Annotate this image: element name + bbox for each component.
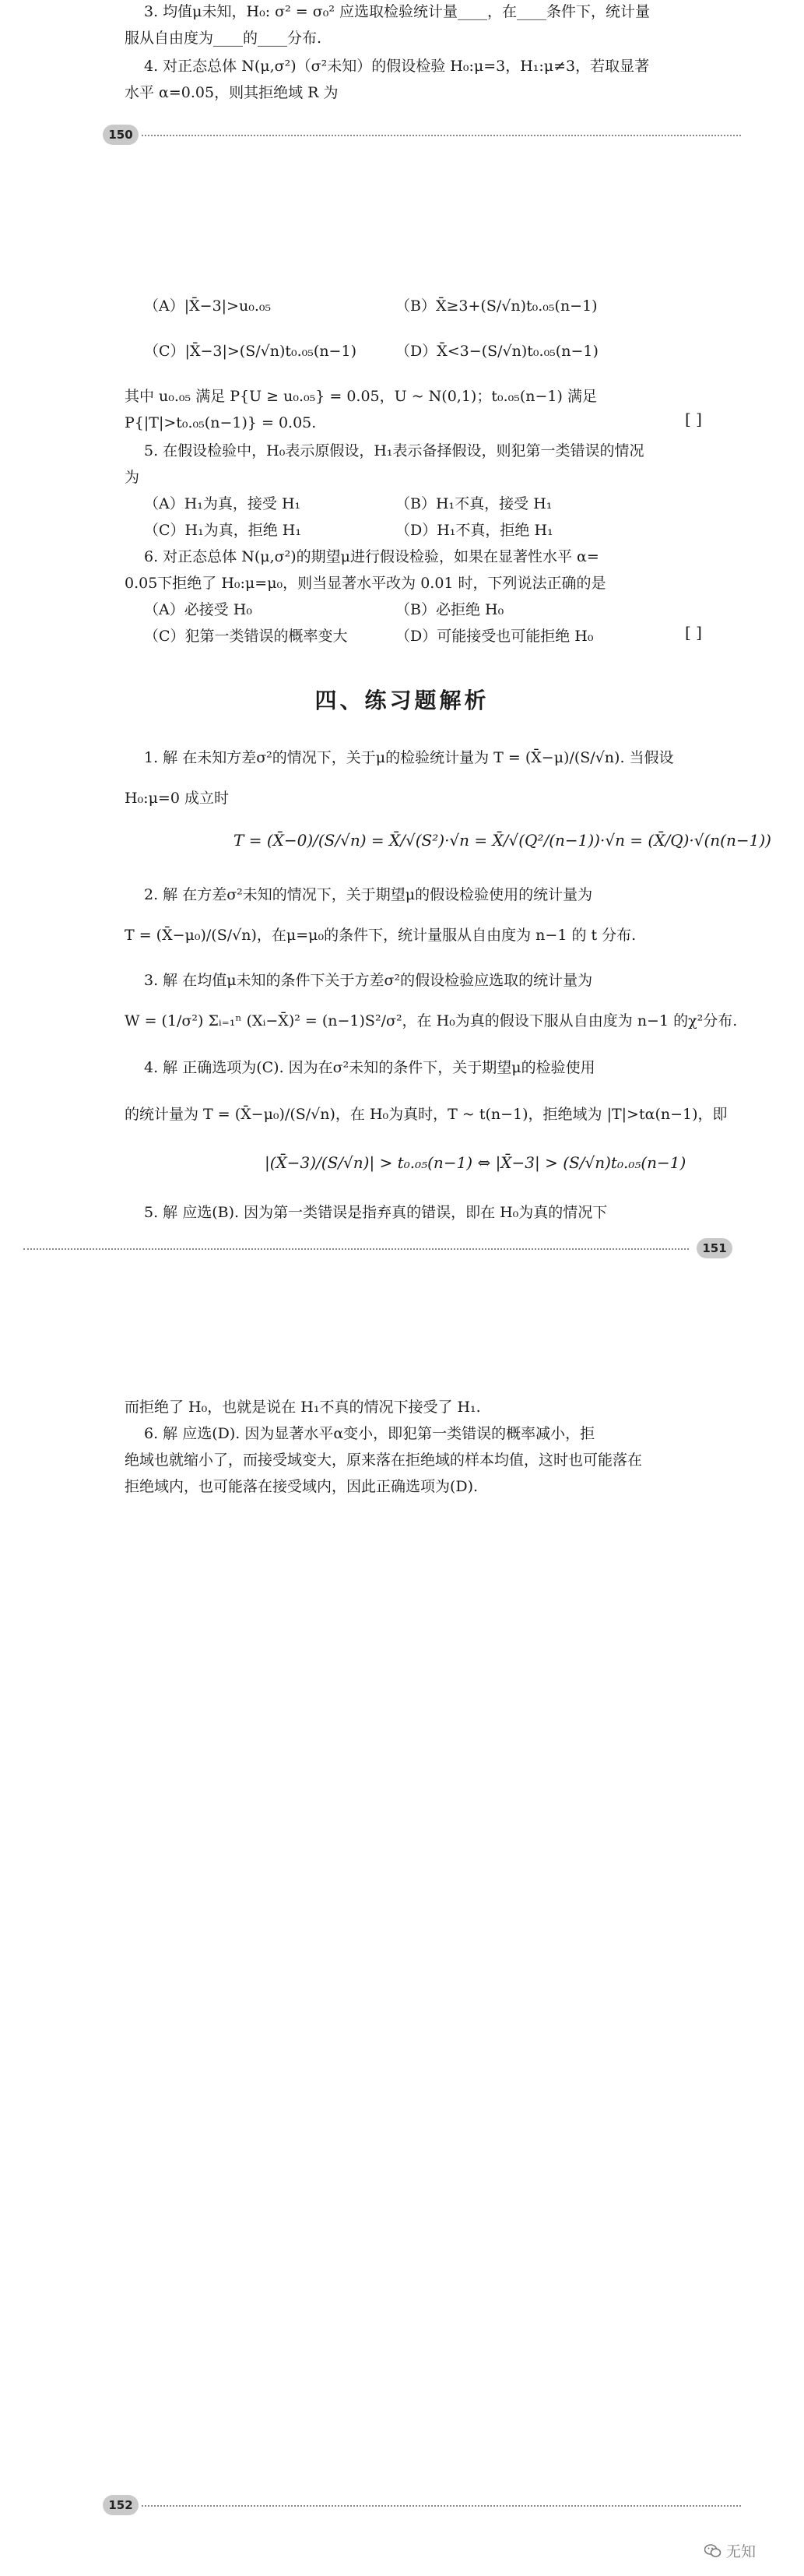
solution-4-line-2: 的统计量为 T = (X̄−μ₀)/(S/√n)，在 H₀为真时，T ~ t(n−1)，拒绝域为 |T|>tα(n−1)，即 [125,1106,728,1123]
q3-line-1: 3. 均值μ未知，H₀: σ² = σ₀² 应选取检验统计量____，在____条件下，统计量 [144,3,650,20]
q6-option-b: （B）必拒绝 H₀ [395,601,504,618]
option-c: （C）|X̄−3|>(S/√n)t₀.₀₅(n−1) [144,343,356,360]
q5-line-2: 为 [125,469,140,486]
page-divider [142,135,741,136]
answer-bracket-q6: [ ] [685,623,702,642]
page-divider [23,1248,689,1250]
watermark [704,2540,756,2561]
wechat-icon [704,2544,721,2558]
solution-1-formula: T = (X̄−0)/(S/√n) = X̄/√(S²)·√n = X̄/√(Q²/(n−1))·√n = (X̄/Q)·√(n(n−1)) [233,831,771,850]
solution-3-line-2: W = (1/σ²) Σᵢ₌₁ⁿ (Xᵢ−X̄)² = (n−1)S²/σ²，在 H₀为真的假设下服从自由度为 n−1 的χ²分布. [125,1012,738,1029]
solution-4-formula: |(X̄−3)/(S/√n)| > t₀.₀₅(n−1) ⇔ |X̄−3| > (S/√n)t₀.₀₅(n−1) [265,1153,686,1172]
solution-6-line-3: 拒绝域内，也可能落在接受域内，因此正确选项为(D). [125,1478,479,1495]
page-divider [142,2505,741,2507]
page-number: 152 [103,2495,139,2515]
watermark-text: 无知 [726,2543,757,2560]
page-number: 151 [697,1238,732,1258]
q6-line-1: 6. 对正态总体 N(μ,σ²)的期望μ进行假设检验，如果在显著性水平 α= [144,548,599,565]
q4-line-1: 4. 对正态总体 N(μ,σ²)（σ²未知）的假设检验 H₀:μ=3，H₁:μ≠3，若取显著 [144,58,650,75]
answer-bracket: [ ] [685,410,702,428]
section-title: 四、练习题解析 [314,688,490,713]
solution-5-line-2: 而拒绝了 H₀，也就是说在 H₁不真的情况下接受了 H₁. [125,1399,481,1416]
note-line-2: P{|T|>t₀.₀₅(n−1)} = 0.05. [125,414,317,431]
q4-line-2: 水平 α=0.05，则其拒绝域 R 为 [125,84,339,101]
option-b: （B）X̄≥3+(S/√n)t₀.₀₅(n−1) [395,297,598,315]
solution-5-line-1: 5. 解 应选(B). 因为第一类错误是指弃真的错误，即在 H₀为真的情况下 [144,1204,608,1221]
q5-option-b: （B）H₁不真，接受 H₁ [395,495,553,512]
q6-option-a: （A）必接受 H₀ [144,601,252,618]
solution-6-line-2: 绝域也就缩小了，而接受域变大，原来落在拒绝域的样本均值，这时也可能落在 [125,1452,643,1469]
q5-option-c: （C）H₁为真，拒绝 H₁ [144,522,301,539]
option-d: （D）X̄<3−(S/√n)t₀.₀₅(n−1) [395,343,599,360]
option-a: （A）|X̄−3|>u₀.₀₅ [144,297,272,315]
solution-1-line-2: H₀:μ=0 成立时 [125,790,229,807]
note-line-1: 其中 u₀.₀₅ 满足 P{U ≥ u₀.₀₅} = 0.05，U ~ N(0,1)；t₀.₀₅(n−1) 满足 [125,388,597,405]
page-number: 150 [103,125,139,145]
q5-option-d: （D）H₁不真，拒绝 H₁ [395,522,553,539]
solution-1-line-1: 1. 解 在未知方差σ²的情况下，关于μ的检验统计量为 T = (X̄−μ)/(S/√n). 当假设 [144,749,674,766]
solution-6-line-1: 6. 解 应选(D). 因为显著水平α变小，即犯第一类错误的概率减小，拒 [144,1425,595,1442]
q6-line-2: 0.05下拒绝了 H₀:μ=μ₀，则当显著水平改为 0.01 时，下列说法正确的是 [125,575,606,592]
q5-option-a: （A）H₁为真，接受 H₁ [144,495,301,512]
solution-4-line-1: 4. 解 正确选项为(C). 因为在σ²未知的条件下，关于期望μ的检验使用 [144,1059,595,1076]
solution-2-line-1: 2. 解 在方差σ²未知的情况下，关于期望μ的假设检验使用的统计量为 [144,886,593,903]
solution-2-line-2: T = (X̄−μ₀)/(S/√n)，在μ=μ₀的条件下，统计量服从自由度为 n−1 的 t 分布. [125,927,637,944]
q5-line-1: 5. 在假设检验中，H₀表示原假设，H₁表示备择假设，则犯第一类错误的情况 [144,442,644,459]
q3-line-2: 服从自由度为____的____分布. [125,30,322,47]
q6-option-d: （D）可能接受也可能拒绝 H₀ [395,628,594,645]
q6-option-c: （C）犯第一类错误的概率变大 [144,628,348,645]
solution-3-line-1: 3. 解 在均值μ未知的条件下关于方差σ²的假设检验应选取的统计量为 [144,972,593,989]
